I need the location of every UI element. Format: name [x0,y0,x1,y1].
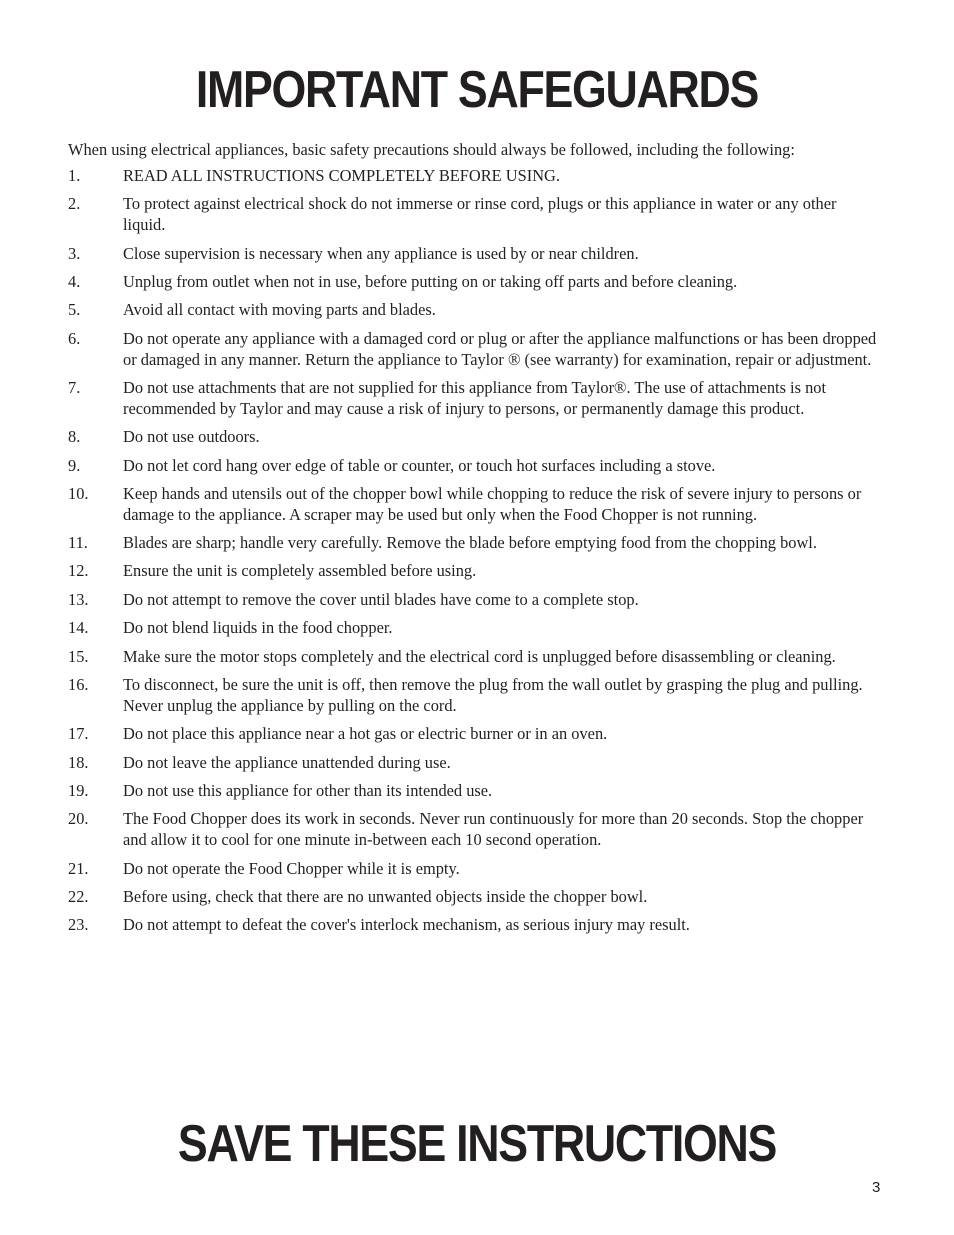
list-item-text: Unplug from outlet when not in use, before putting on or taking off parts and before cleaning. [123,271,738,291]
list-item [68,809,880,851]
list-item-text: Before using, check that there are no unwanted objects inside the chopper bowl. [123,886,648,906]
list-item [68,244,880,265]
list-item-text: Avoid all contact with moving parts and blades. [123,300,436,320]
save-instructions-heading: SAVE THESE INSTRUCTIONS [177,1115,777,1173]
list-item-number: 16. [68,675,89,695]
list-item-text: Do not leave the appliance unattended during use. [123,752,451,772]
list-item-number: 22. [68,886,89,906]
list-item-number: 10. [68,483,89,503]
list-item-number: 1. [68,166,81,185]
list-item [68,781,880,802]
list-item [68,194,880,236]
list-item-number: 5. [68,300,81,320]
list-item [68,561,880,582]
list-item-text: Ensure the unit is completely assembled before using. [123,561,477,581]
list-item [68,272,880,293]
list-item [68,753,880,774]
list-item-number: 23. [68,915,89,935]
list-item-number: 14. [68,618,89,638]
list-item [68,378,880,420]
list-item [68,456,880,477]
list-item [68,484,880,526]
list-item-number: 3. [68,243,81,263]
list-item-text: Do not use this appliance for other than its intended use. [123,781,493,801]
list-item [68,618,880,639]
list-item-text: Blades are sharp; handle very carefully. Remove the blade before emptying food from the chopping bowl. [123,533,817,553]
list-item-text: To protect against electrical shock do not immerse or rinse cord, plugs or this appliance in water or any other liquid. [123,194,837,235]
list-item-text: Keep hands and utensils out of the chopper bowl while chopping to reduce the risk of severe injury to persons or damage to the appliance. A scraper may be used but only when the Food Chopper is not running. [123,483,862,524]
list-item-number: 13. [68,589,89,609]
list-item [68,533,880,554]
list-item-text: Do not place this appliance near a hot gas or electric burner or in an oven. [123,724,608,744]
list-item-text: Do not blend liquids in the food chopper. [123,618,393,638]
list-item [68,915,880,936]
list-item-number: 7. [68,377,81,397]
list-item-text: Do not attempt to remove the cover until blades have come to a complete stop. [123,589,639,609]
list-item-text: Do not use outdoors. [123,427,260,447]
list-item-number: 15. [68,646,89,666]
list-item [68,329,880,371]
list-item-number: 4. [68,271,81,291]
list-item-number: 2. [68,194,81,214]
list-item-text: READ ALL INSTRUCTIONS COMPLETELY BEFORE USING. [123,166,560,185]
list-item [68,300,880,321]
list-item-number: 8. [68,427,81,447]
list-item [68,724,880,745]
list-item-number: 6. [68,328,81,348]
list-item [68,887,880,908]
list-item-text: The Food Chopper does its work in seconds. Never run continuously for more than 20 seconds. Stop the chopper and allow it to cool for one minute in-between each 10 second operation. [123,809,864,850]
list-item-number: 11. [68,533,88,553]
list-item-number: 12. [68,561,89,581]
list-item-text: Close supervision is necessary when any appliance is used by or near children. [123,243,639,263]
list-item [68,647,880,668]
list-item-number: 19. [68,781,89,801]
safeguard-list [68,166,880,944]
list-item [68,427,880,448]
list-item-text: To disconnect, be sure the unit is off, then remove the plug from the wall outlet by grasping the plug and pulling. Never unplug the appliance by pulling on the cord. [123,675,863,715]
list-item-number: 18. [68,752,89,772]
list-item [68,590,880,611]
list-item [68,675,880,717]
page-number: 3 [872,1179,881,1196]
intro-text: When using electrical appliances, basic safety precautions should always be followed, including the following: [68,140,795,159]
list-item-text: Do not use attachments that are not supplied for this appliance from Taylor®. The use of attachments is not recommended by Taylor and may cause a risk of injury to persons, or permanently damage this product. [123,377,827,418]
list-item-text: Do not let cord hang over edge of table or counter, or touch hot surfaces including a stove. [123,455,716,475]
list-item-text: Make sure the motor stops completely and the electrical cord is unplugged before disassembling or cleaning. [123,646,836,666]
list-item-number: 20. [68,809,89,829]
list-item-text: Do not operate any appliance with a damaged cord or plug or after the appliance malfunctions or has been dropped or damaged in any manner. Return the appliance to Taylor ® (see warranty) for examination, repair or adjustment. [123,328,877,369]
page-title: IMPORTANT SAFEGUARDS [195,61,759,119]
list-item [68,859,880,880]
list-item-text: Do not attempt to defeat the cover's interlock mechanism, as serious injury may result. [123,915,690,935]
list-item-number: 21. [68,858,89,878]
list-item-text: Do not operate the Food Chopper while it is empty. [123,858,460,878]
list-item-number: 17. [68,724,89,744]
list-item-number: 9. [68,455,81,475]
list-item [68,166,880,187]
